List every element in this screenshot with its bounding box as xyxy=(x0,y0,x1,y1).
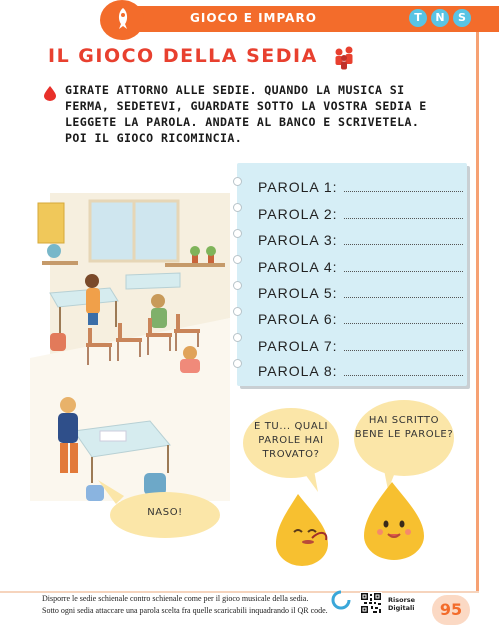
word-row xyxy=(258,251,463,275)
word-row xyxy=(258,198,463,222)
answer-line[interactable] xyxy=(344,244,463,245)
binder-ring xyxy=(233,255,242,264)
page-header xyxy=(0,0,499,38)
answer-line[interactable] xyxy=(344,218,463,219)
word-label: PAROLA 2: xyxy=(258,206,338,222)
rocket-icon xyxy=(113,7,133,31)
speech-bubble-right xyxy=(354,400,454,476)
bubble-tail xyxy=(96,480,126,504)
bubble-text: E TU... QUALI PAROLE HAI TROVATO? xyxy=(254,421,328,460)
teacher-note-line: Disporre le sedie schienale contro schienale come per il gioco musicale della sedia. xyxy=(42,594,309,603)
word-label: PAROLA 7: xyxy=(258,338,338,354)
page-number: 95 xyxy=(432,595,470,625)
risorse-line: Risorse xyxy=(388,596,416,604)
speech-bubble-child xyxy=(110,492,220,538)
drop-mascot-left-icon xyxy=(268,490,348,570)
badge-s: S xyxy=(453,9,471,27)
page-title: IL GIOCO DELLA SEDIA xyxy=(48,45,318,67)
answer-line[interactable] xyxy=(344,271,463,272)
binder-ring xyxy=(233,333,242,342)
people-icon xyxy=(333,46,355,70)
drop-bullet-icon xyxy=(43,85,57,101)
binder-ring xyxy=(233,359,242,368)
bubble-text: HAI SCRITTO BENE LE PAROLE? xyxy=(354,415,454,440)
risorse-line: Digitali xyxy=(388,604,415,612)
word-row xyxy=(258,171,463,195)
page-border-right xyxy=(476,32,479,592)
word-label: PAROLA 1: xyxy=(258,179,338,195)
drop-mascot-right-icon xyxy=(352,478,438,564)
badge-t: T xyxy=(409,9,427,27)
binder-ring xyxy=(233,307,242,316)
binder-ring xyxy=(233,203,242,212)
speech-bubble-left xyxy=(243,408,339,478)
word-row xyxy=(258,277,463,301)
section-title: GIOCO E IMPARO xyxy=(190,11,317,25)
word-label: PAROLA 8: xyxy=(258,363,338,379)
word-list-card xyxy=(237,163,467,386)
instructions-text: GIRATE ATTORNO ALLE SEDIE. QUANDO LA MUSICA SI FERMA, SEDETEVI, GUARDATE SOTTO LA VOSTRA SEDIA E LEGGETE LA PAROLA. ANDATE AL BANCO E SCRIVETELA. POI IL GIOCO RICOMINCIA. xyxy=(65,83,427,145)
binder-ring xyxy=(233,229,242,238)
classroom-illustration xyxy=(30,183,240,501)
word-label: PAROLA 3: xyxy=(258,232,338,248)
teacher-note-line: Sotto ogni sedia attaccare una parola scelta fra quelle scaricabili inquadrando il QR code. xyxy=(42,606,328,615)
word-row xyxy=(258,224,463,248)
answer-line[interactable] xyxy=(344,323,463,324)
bubble-text: NASO! xyxy=(147,507,183,518)
binder-ring xyxy=(233,177,242,186)
answer-line[interactable] xyxy=(344,191,463,192)
word-row xyxy=(258,330,463,354)
answer-line[interactable] xyxy=(344,375,463,376)
word-row xyxy=(258,355,463,379)
qr-code-icon[interactable] xyxy=(360,592,382,614)
answer-line[interactable] xyxy=(344,297,463,298)
word-label: PAROLA 5: xyxy=(258,285,338,301)
answer-line[interactable] xyxy=(344,350,463,351)
badge-n: N xyxy=(431,9,449,27)
binder-ring xyxy=(233,281,242,290)
digital-resources-label xyxy=(388,596,415,612)
word-label: PAROLA 4: xyxy=(258,259,338,275)
teacher-note xyxy=(42,593,342,617)
word-row xyxy=(258,303,463,327)
digital-resource-icon xyxy=(331,590,351,610)
word-label: PAROLA 6: xyxy=(258,311,338,327)
